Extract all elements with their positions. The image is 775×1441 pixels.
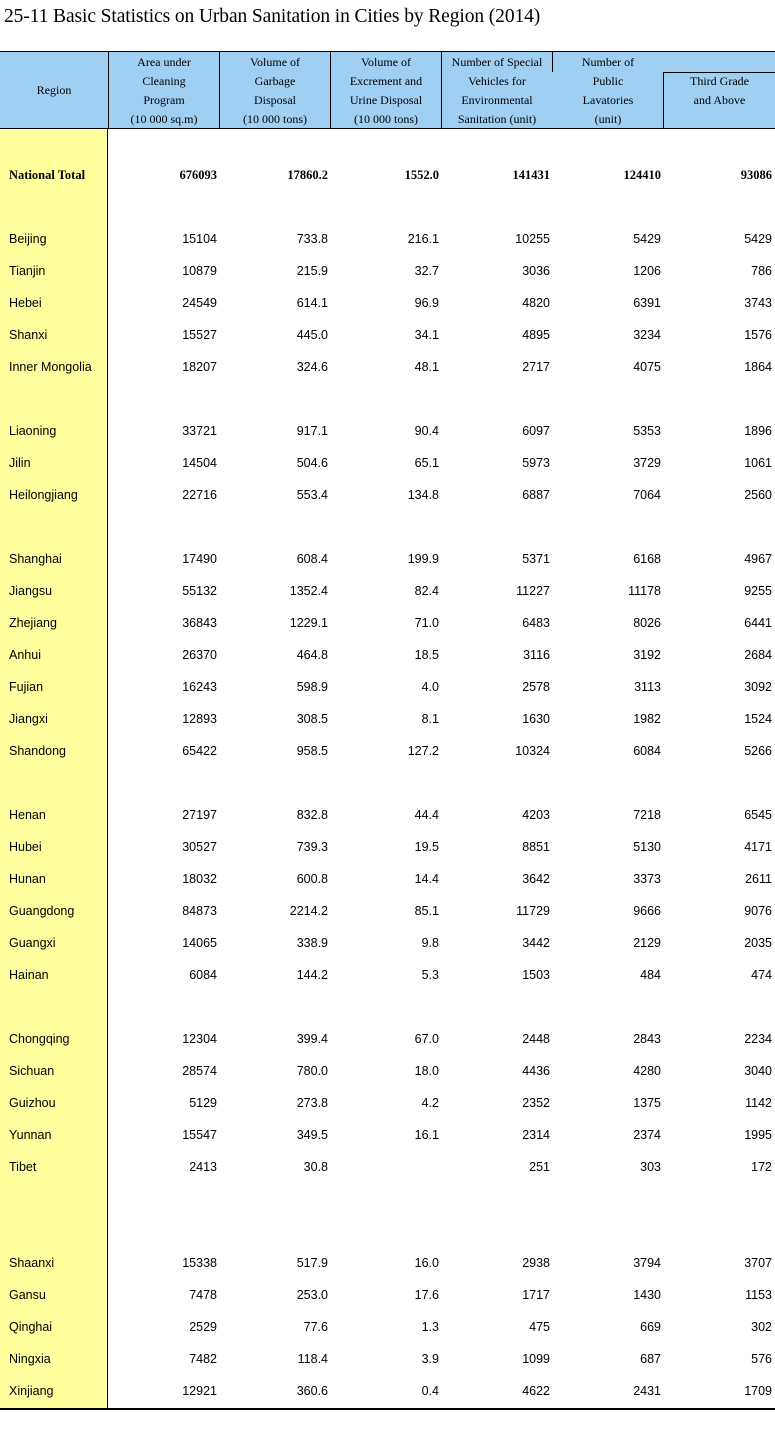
cell-value: 2448	[522, 1032, 550, 1046]
cell-value: 1375	[633, 1096, 661, 1110]
region-name: Liaoning	[9, 424, 57, 438]
table-row	[0, 614, 775, 634]
cell-value: 14504	[182, 456, 217, 470]
cell-value: 4622	[522, 1384, 550, 1398]
cell-value: 15104	[182, 232, 217, 246]
region-name: Ningxia	[9, 1352, 51, 1366]
cell-value: 199.9	[407, 552, 439, 566]
cell-value: 3442	[522, 936, 550, 950]
table-row	[0, 1318, 775, 1338]
cell-value: 474	[751, 968, 772, 982]
cell-value: 5973	[522, 456, 550, 470]
cell-value: 2413	[189, 1160, 217, 1174]
cell-value: 608.4	[296, 552, 328, 566]
cell-value: 251	[529, 1160, 550, 1174]
cell-value: 598.9	[296, 680, 328, 694]
cell-value: 5266	[744, 744, 772, 758]
cell-value: 780.0	[296, 1064, 328, 1078]
cell-value: 3729	[633, 456, 661, 470]
cell-value: 1503	[522, 968, 550, 982]
cell-value: 2578	[522, 680, 550, 694]
cell-value: 464.8	[296, 648, 328, 662]
region-name: Shanghai	[9, 552, 62, 566]
region-name: Guangxi	[9, 936, 56, 950]
cell-value: 2611	[745, 872, 772, 886]
cell-value: 7482	[189, 1352, 217, 1366]
cell-value: 2717	[522, 360, 550, 374]
cell-value: 1630	[522, 712, 550, 726]
cell-value: 1229.1	[289, 616, 328, 630]
cell-value: 338.9	[296, 936, 328, 950]
page-title: 25-11 Basic Statistics on Urban Sanitation in Cities by Region (2014)	[4, 6, 541, 27]
cell-value: 11178	[628, 584, 661, 598]
cell-value: 18207	[182, 360, 217, 374]
table-row	[0, 934, 775, 954]
cell-value: 6084	[633, 744, 661, 758]
cell-value: 10324	[515, 744, 550, 758]
cell-value: 8851	[522, 840, 550, 854]
cell-value: 2214.2	[289, 904, 328, 918]
cell-value: 484	[640, 968, 661, 982]
cell-value: 2314	[522, 1128, 550, 1142]
table-row	[0, 710, 775, 730]
cell-value: 55132	[182, 584, 217, 598]
region-name: Hainan	[9, 968, 49, 982]
table-row	[0, 582, 775, 602]
cell-value: 14.4	[414, 872, 439, 886]
cell-value: 360.6	[296, 1384, 328, 1398]
cell-value: 3092	[744, 680, 772, 694]
region-name: Qinghai	[9, 1320, 53, 1334]
cell-value: 11729	[516, 904, 550, 918]
region-name: Shandong	[9, 744, 67, 758]
cell-value: 958.5	[296, 744, 328, 758]
cell-value: 739.3	[296, 840, 328, 854]
cell-value: 600.8	[296, 872, 328, 886]
region-name: Shanxi	[9, 328, 48, 342]
region-name: National Total	[9, 168, 86, 182]
cell-value: 96.9	[414, 296, 439, 310]
cell-value: 553.4	[296, 488, 328, 502]
cell-value: 7478	[189, 1288, 217, 1302]
cell-value: 216.1	[407, 232, 439, 246]
cell-value: 1524	[744, 712, 772, 726]
cell-value: 1206	[633, 264, 661, 278]
cell-value: 65.1	[414, 456, 439, 470]
cell-value: 16243	[182, 680, 217, 694]
region-name: Hubei	[9, 840, 42, 854]
cell-value: 1.3	[421, 1320, 439, 1334]
table-row	[0, 1094, 775, 1114]
table-row	[0, 358, 775, 378]
cell-value: 82.4	[414, 584, 439, 598]
cell-value: 4436	[522, 1064, 550, 1078]
cell-value: 669	[640, 1320, 661, 1334]
table-row	[0, 1158, 775, 1178]
table-row	[0, 1382, 775, 1402]
cell-value: 36843	[182, 616, 217, 630]
region-name: Hunan	[9, 872, 46, 886]
cell-value: 303	[640, 1160, 661, 1174]
cell-value: 1061	[744, 456, 772, 470]
cell-value: 3036	[522, 264, 550, 278]
cell-value: 324.6	[296, 360, 328, 374]
cell-value: 1153	[745, 1288, 772, 1302]
table-row	[0, 870, 775, 890]
region-name: Xinjiang	[9, 1384, 54, 1398]
cell-value: 3.9	[421, 1352, 439, 1366]
cell-value: 26370	[182, 648, 217, 662]
region-name: Chongqing	[9, 1032, 70, 1046]
cell-value: 10255	[515, 232, 550, 246]
table-row	[0, 454, 775, 474]
cell-value: 3707	[744, 1256, 772, 1270]
cell-value: 5.3	[421, 968, 439, 982]
region-column-background	[0, 129, 108, 1408]
cell-value: 15338	[182, 1256, 217, 1270]
cell-value: 3373	[633, 872, 661, 886]
cell-value: 832.8	[296, 808, 328, 822]
table-row	[0, 806, 775, 826]
table-row	[0, 966, 775, 986]
cell-value: 2938	[522, 1256, 550, 1270]
cell-value: 6545	[744, 808, 772, 822]
cell-value: 9255	[744, 584, 772, 598]
cell-value: 253.0	[296, 1288, 328, 1302]
cell-value: 4.2	[421, 1096, 439, 1110]
cell-value: 2035	[744, 936, 772, 950]
cell-value: 134.8	[407, 488, 439, 502]
cell-value: 2843	[633, 1032, 661, 1046]
cell-value: 28574	[182, 1064, 217, 1078]
cell-value: 1896	[744, 424, 772, 438]
cell-value: 4075	[633, 360, 661, 374]
cell-value: 12304	[182, 1032, 217, 1046]
cell-value: 24549	[182, 296, 217, 310]
cell-value: 144.2	[296, 968, 328, 982]
header-third-grade: Third Grade and Above	[690, 74, 749, 107]
cell-value: 1576	[744, 328, 772, 342]
table-row	[0, 742, 775, 762]
cell-value: 1717	[522, 1288, 550, 1302]
table-row	[0, 422, 775, 442]
table-row	[0, 1126, 775, 1146]
cell-value: 3116	[523, 648, 550, 662]
cell-value: 3040	[744, 1064, 772, 1078]
cell-value: 16.1	[414, 1128, 439, 1142]
cell-value: 9.8	[421, 936, 439, 950]
cell-value: 118.4	[297, 1352, 328, 1366]
region-name: Henan	[9, 808, 46, 822]
cell-value: 3192	[633, 648, 661, 662]
cell-value: 399.4	[296, 1032, 328, 1046]
cell-value: 273.8	[296, 1096, 328, 1110]
cell-value: 1864	[744, 360, 772, 374]
cell-value: 3794	[633, 1256, 661, 1270]
cell-value: 6168	[633, 552, 661, 566]
cell-value: 308.5	[296, 712, 328, 726]
national-total-row	[0, 166, 775, 186]
cell-value: 1430	[633, 1288, 661, 1302]
cell-value: 30527	[182, 840, 217, 854]
cell-value: 8.1	[421, 712, 439, 726]
cell-value: 85.1	[414, 904, 439, 918]
cell-value: 93086	[740, 168, 772, 182]
cell-value: 11227	[516, 584, 550, 598]
cell-value: 576	[751, 1352, 772, 1366]
cell-value: 1995	[744, 1128, 772, 1142]
table-row	[0, 326, 775, 346]
table-row	[0, 1286, 775, 1306]
cell-value: 5129	[189, 1096, 217, 1110]
cell-value: 15527	[182, 328, 217, 342]
cell-value: 12893	[182, 712, 217, 726]
cell-value: 6887	[522, 488, 550, 502]
cell-value: 16.0	[414, 1256, 439, 1270]
cell-value: 1352.4	[289, 584, 328, 598]
cell-value: 3234	[633, 328, 661, 342]
cell-value: 44.4	[414, 808, 439, 822]
cell-value: 6441	[744, 616, 772, 630]
cell-value: 6391	[633, 296, 661, 310]
cell-value: 614.1	[296, 296, 328, 310]
cell-value: 2352	[522, 1096, 550, 1110]
cell-value: 14065	[182, 936, 217, 950]
region-name: Fujian	[9, 680, 44, 694]
region-name: Shaanxi	[9, 1256, 55, 1270]
cell-value: 2684	[744, 648, 772, 662]
cell-value: 4.0	[421, 680, 439, 694]
cell-value: 4820	[522, 296, 550, 310]
cell-value: 5429	[633, 232, 661, 246]
cell-value: 917.1	[296, 424, 328, 438]
table-row	[0, 646, 775, 666]
cell-value: 65422	[182, 744, 217, 758]
table-row	[0, 1350, 775, 1370]
cell-value: 349.5	[296, 1128, 328, 1142]
cell-value: 17860.2	[287, 168, 328, 182]
cell-value: 67.0	[414, 1032, 439, 1046]
header-garbage-disposal: Volume of Garbage Disposal (10 000 tons)	[243, 55, 307, 126]
cell-value: 6483	[522, 616, 550, 630]
region-name: Tianjin	[9, 264, 46, 278]
cell-value: 7064	[633, 488, 661, 502]
region-name: Beijing	[9, 232, 47, 246]
cell-value: 504.6	[296, 456, 328, 470]
table-bottom-rule	[0, 1408, 775, 1410]
cell-value: 2431	[633, 1384, 661, 1398]
cell-value: 18.5	[414, 648, 439, 662]
cell-value: 4967	[744, 552, 772, 566]
cell-value: 7218	[633, 808, 661, 822]
region-name: Heilongjiang	[9, 488, 78, 502]
cell-value: 9076	[744, 904, 772, 918]
cell-value: 1099	[522, 1352, 550, 1366]
cell-value: 172	[751, 1160, 772, 1174]
cell-value: 0.4	[421, 1384, 439, 1398]
cell-value: 22716	[182, 488, 217, 502]
region-name: Inner Mongolia	[9, 360, 92, 374]
cell-value: 733.8	[296, 232, 328, 246]
cell-value: 5371	[522, 552, 550, 566]
cell-value: 127.2	[407, 744, 439, 758]
cell-value: 32.7	[414, 264, 439, 278]
cell-value: 445.0	[296, 328, 328, 342]
region-name: Hebei	[9, 296, 42, 310]
cell-value: 676093	[179, 168, 217, 182]
cell-value: 4280	[633, 1064, 661, 1078]
cell-value: 12921	[182, 1384, 217, 1398]
cell-value: 1709	[744, 1384, 772, 1398]
cell-value: 1982	[633, 712, 661, 726]
header-excrement-disposal: Volume of Excrement and Urine Disposal (10 000 tons)	[349, 55, 423, 126]
region-name: Anhui	[9, 648, 41, 662]
cell-value: 77.6	[303, 1320, 328, 1334]
cell-value: 84873	[182, 904, 217, 918]
region-name: Jiangxi	[9, 712, 48, 726]
cell-value: 4895	[522, 328, 550, 342]
cell-value: 15547	[182, 1128, 217, 1142]
cell-value: 1142	[745, 1096, 772, 1110]
cell-value: 8026	[633, 616, 661, 630]
cell-value: 18.0	[414, 1064, 439, 1078]
table-row	[0, 902, 775, 922]
cell-value: 10879	[182, 264, 217, 278]
cell-value: 4171	[744, 840, 772, 854]
cell-value: 2374	[633, 1128, 661, 1142]
cell-value: 2129	[633, 936, 661, 950]
region-name: Guangdong	[9, 904, 75, 918]
cell-value: 2560	[744, 488, 772, 502]
cell-value: 19.5	[414, 840, 439, 854]
cell-value: 517.9	[296, 1256, 328, 1270]
cell-value: 48.1	[414, 360, 439, 374]
cell-value: 3113	[634, 680, 661, 694]
cell-value: 6084	[189, 968, 217, 982]
cell-value: 687	[640, 1352, 661, 1366]
header-region: Region	[36, 83, 72, 97]
cell-value: 33721	[182, 424, 217, 438]
table-row	[0, 1254, 775, 1274]
table-row	[0, 550, 775, 570]
cell-value: 2234	[744, 1032, 772, 1046]
table-row	[0, 486, 775, 506]
region-name: Sichuan	[9, 1064, 55, 1078]
cell-value: 18032	[182, 872, 217, 886]
table-row	[0, 262, 775, 282]
cell-value: 4203	[522, 808, 550, 822]
region-name: Zhejiang	[9, 616, 57, 630]
cell-value: 3743	[744, 296, 772, 310]
cell-value: 141431	[512, 168, 550, 182]
cell-value: 302	[751, 1320, 772, 1334]
cell-value: 71.0	[414, 616, 439, 630]
cell-value: 17.6	[414, 1288, 439, 1302]
cell-value: 475	[529, 1320, 550, 1334]
cell-value: 34.1	[414, 328, 439, 342]
cell-value: 17490	[182, 552, 217, 566]
table-row	[0, 230, 775, 250]
cell-value: 215.9	[296, 264, 328, 278]
cell-value: 3642	[522, 872, 550, 886]
header-public-lavatories: Number of Public Lavatories (unit)	[581, 55, 635, 126]
cell-value: 5353	[633, 424, 661, 438]
cell-value: 27197	[182, 808, 217, 822]
table-row	[0, 1062, 775, 1082]
region-name: Gansu	[9, 1288, 46, 1302]
cell-value: 90.4	[414, 424, 439, 438]
header-special-vehicles: Number of Special Vehicles for Environmental Sanitation (unit)	[451, 55, 543, 126]
table-row	[0, 678, 775, 698]
table-row	[0, 294, 775, 314]
region-name: Jilin	[9, 456, 31, 470]
cell-value: 2529	[189, 1320, 217, 1334]
cell-value: 1552.0	[404, 168, 439, 182]
cell-value: 6097	[522, 424, 550, 438]
cell-value: 9666	[633, 904, 661, 918]
table-row	[0, 838, 775, 858]
table-row	[0, 1030, 775, 1050]
cell-value: 5130	[633, 840, 661, 854]
region-name: Tibet	[9, 1160, 37, 1174]
cell-value: 124410	[623, 168, 661, 182]
region-name: Yunnan	[9, 1128, 52, 1142]
cell-value: 786	[751, 264, 772, 278]
region-name: Guizhou	[9, 1096, 56, 1110]
cell-value: 5429	[744, 232, 772, 246]
header-area-cleaning: Area under Cleaning Program (10 000 sq.m)	[130, 55, 198, 126]
region-name: Jiangsu	[9, 584, 53, 598]
cell-value: 30.8	[303, 1160, 328, 1174]
